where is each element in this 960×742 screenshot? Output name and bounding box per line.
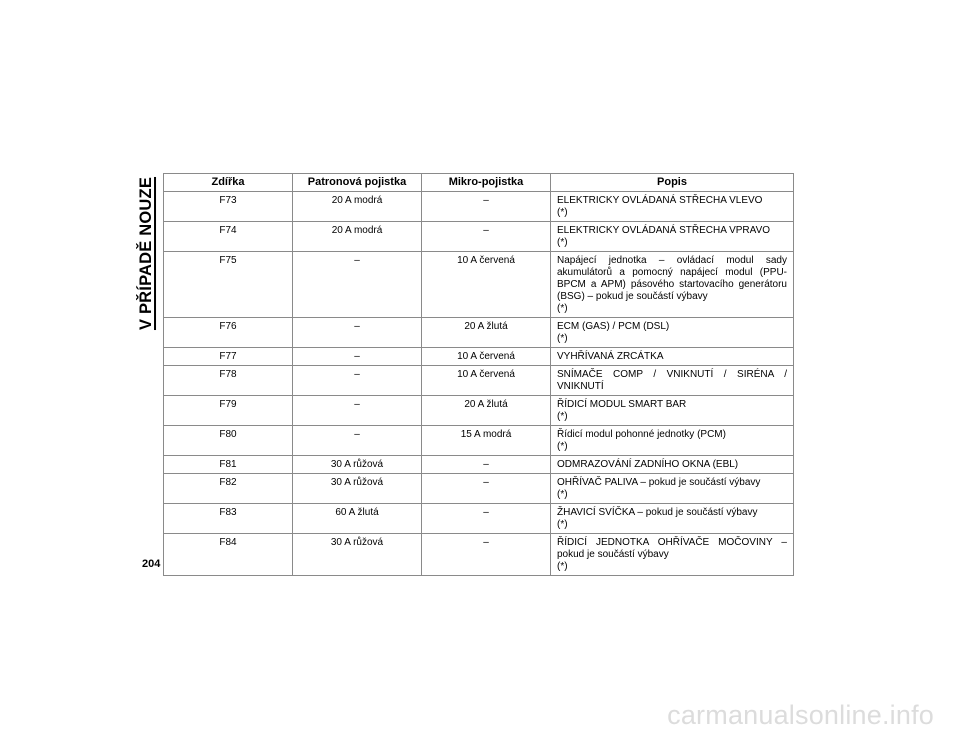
cell-slot: F77 <box>164 348 293 366</box>
cell-cartridge-fuse: – <box>293 366 422 396</box>
table-row <box>164 396 794 426</box>
cell-cartridge-fuse: 30 A růžová <box>293 534 422 576</box>
cell-mini-fuse: 10 A červená <box>422 348 551 366</box>
cell-cartridge-fuse: 60 A žlutá <box>293 504 422 534</box>
description-line: (*) <box>557 237 568 248</box>
cell-mini-fuse: 20 A žlutá <box>422 396 551 426</box>
description-line: Napájecí jednotka – ovládací modul sady akumulátorů a pomocný napájecí modul (PPU-BPCM a APM) pásového startovacího generátoru (BSG) – pokud je součástí výbavy <box>557 255 787 302</box>
cell-slot: F83 <box>164 504 293 534</box>
cell-description <box>551 192 794 222</box>
table-row <box>164 426 794 456</box>
cell-description <box>551 504 794 534</box>
description-line: (*) <box>557 411 568 422</box>
page-number: 204 <box>142 558 161 570</box>
description-line: (*) <box>557 489 568 500</box>
description-line: (*) <box>557 519 568 530</box>
fuse-table <box>163 173 794 576</box>
table-row <box>164 366 794 396</box>
cell-slot: F81 <box>164 456 293 474</box>
table-row <box>164 456 794 474</box>
table-row <box>164 222 794 252</box>
cell-mini-fuse: – <box>422 456 551 474</box>
cell-slot: F75 <box>164 252 293 318</box>
description-line: ŘÍDICÍ MODUL SMART BAR <box>557 399 687 410</box>
cell-cartridge-fuse: 30 A růžová <box>293 456 422 474</box>
cell-description <box>551 396 794 426</box>
description-line: OHŘÍVAČ PALIVA – pokud je součástí výbavy <box>557 477 761 488</box>
cell-mini-fuse: 10 A červená <box>422 366 551 396</box>
table-row <box>164 348 794 366</box>
cell-cartridge-fuse: – <box>293 396 422 426</box>
cell-slot: F82 <box>164 474 293 504</box>
description-line: (*) <box>557 303 568 314</box>
cell-description <box>551 318 794 348</box>
description-line: ODMRAZOVÁNÍ ZADNÍHO OKNA (EBL) <box>557 459 739 470</box>
cell-description <box>551 366 794 396</box>
description-line: SNÍMAČE COMP / VNIKNUTÍ / SIRÉNA / VNIKNUTÍ <box>557 369 787 392</box>
cell-cartridge-fuse: 30 A růžová <box>293 474 422 504</box>
cell-description <box>551 534 794 576</box>
description-line: ECM (GAS) / PCM (DSL) <box>557 321 670 332</box>
cell-description <box>551 252 794 318</box>
description-line: (*) <box>557 441 568 452</box>
description-line: ŘÍDICÍ JEDNOTKA OHŘÍVAČE MOČOVINY – pokud je součástí výbavy <box>557 537 787 560</box>
description-line: ELEKTRICKY OVLÁDANÁ STŘECHA VPRAVO <box>557 225 771 236</box>
table-row <box>164 474 794 504</box>
cell-slot: F79 <box>164 396 293 426</box>
cell-mini-fuse: – <box>422 192 551 222</box>
table-row <box>164 534 794 576</box>
cell-cartridge-fuse: 20 A modrá <box>293 192 422 222</box>
cell-cartridge-fuse: 20 A modrá <box>293 222 422 252</box>
cell-description <box>551 426 794 456</box>
cell-mini-fuse: 15 A modrá <box>422 426 551 456</box>
cell-mini-fuse: – <box>422 534 551 576</box>
cell-slot: F73 <box>164 192 293 222</box>
cell-cartridge-fuse: – <box>293 426 422 456</box>
cell-slot: F76 <box>164 318 293 348</box>
table-row <box>164 318 794 348</box>
section-title-text: V PŘÍPADĚ NOUZE <box>137 176 156 330</box>
cell-description <box>551 348 794 366</box>
table-row <box>164 252 794 318</box>
cell-slot: F84 <box>164 534 293 576</box>
cell-mini-fuse: 10 A červená <box>422 252 551 318</box>
description-line: (*) <box>557 561 568 572</box>
cell-mini-fuse: – <box>422 474 551 504</box>
section-title <box>136 174 158 332</box>
header-cartridge-fuse: Patronová pojistka <box>293 174 422 192</box>
description-line: Řídicí modul pohonné jednotky (PCM) <box>557 429 726 440</box>
table-header-row <box>164 174 794 192</box>
cell-cartridge-fuse: – <box>293 348 422 366</box>
cell-slot: F78 <box>164 366 293 396</box>
cell-slot: F74 <box>164 222 293 252</box>
cell-mini-fuse: – <box>422 222 551 252</box>
header-slot: Zdířka <box>164 174 293 192</box>
description-line: ELEKTRICKY OVLÁDANÁ STŘECHA VLEVO <box>557 195 763 206</box>
cell-description <box>551 222 794 252</box>
cell-mini-fuse: 20 A žlutá <box>422 318 551 348</box>
cell-description <box>551 456 794 474</box>
description-line: VYHŘÍVANÁ ZRCÁTKA <box>557 351 664 362</box>
description-line: (*) <box>557 207 568 218</box>
watermark: carmanualsonline.info <box>667 700 934 730</box>
description-line: ŽHAVICÍ SVÍČKA – pokud je součástí výbavy <box>557 507 758 518</box>
table-row <box>164 504 794 534</box>
cell-slot: F80 <box>164 426 293 456</box>
table-body <box>164 192 794 576</box>
header-mini-fuse: Mikro-pojistka <box>422 174 551 192</box>
header-description: Popis <box>551 174 794 192</box>
cell-mini-fuse: – <box>422 504 551 534</box>
cell-cartridge-fuse: – <box>293 252 422 318</box>
cell-cartridge-fuse: – <box>293 318 422 348</box>
table-row <box>164 192 794 222</box>
cell-description <box>551 474 794 504</box>
description-line: (*) <box>557 333 568 344</box>
